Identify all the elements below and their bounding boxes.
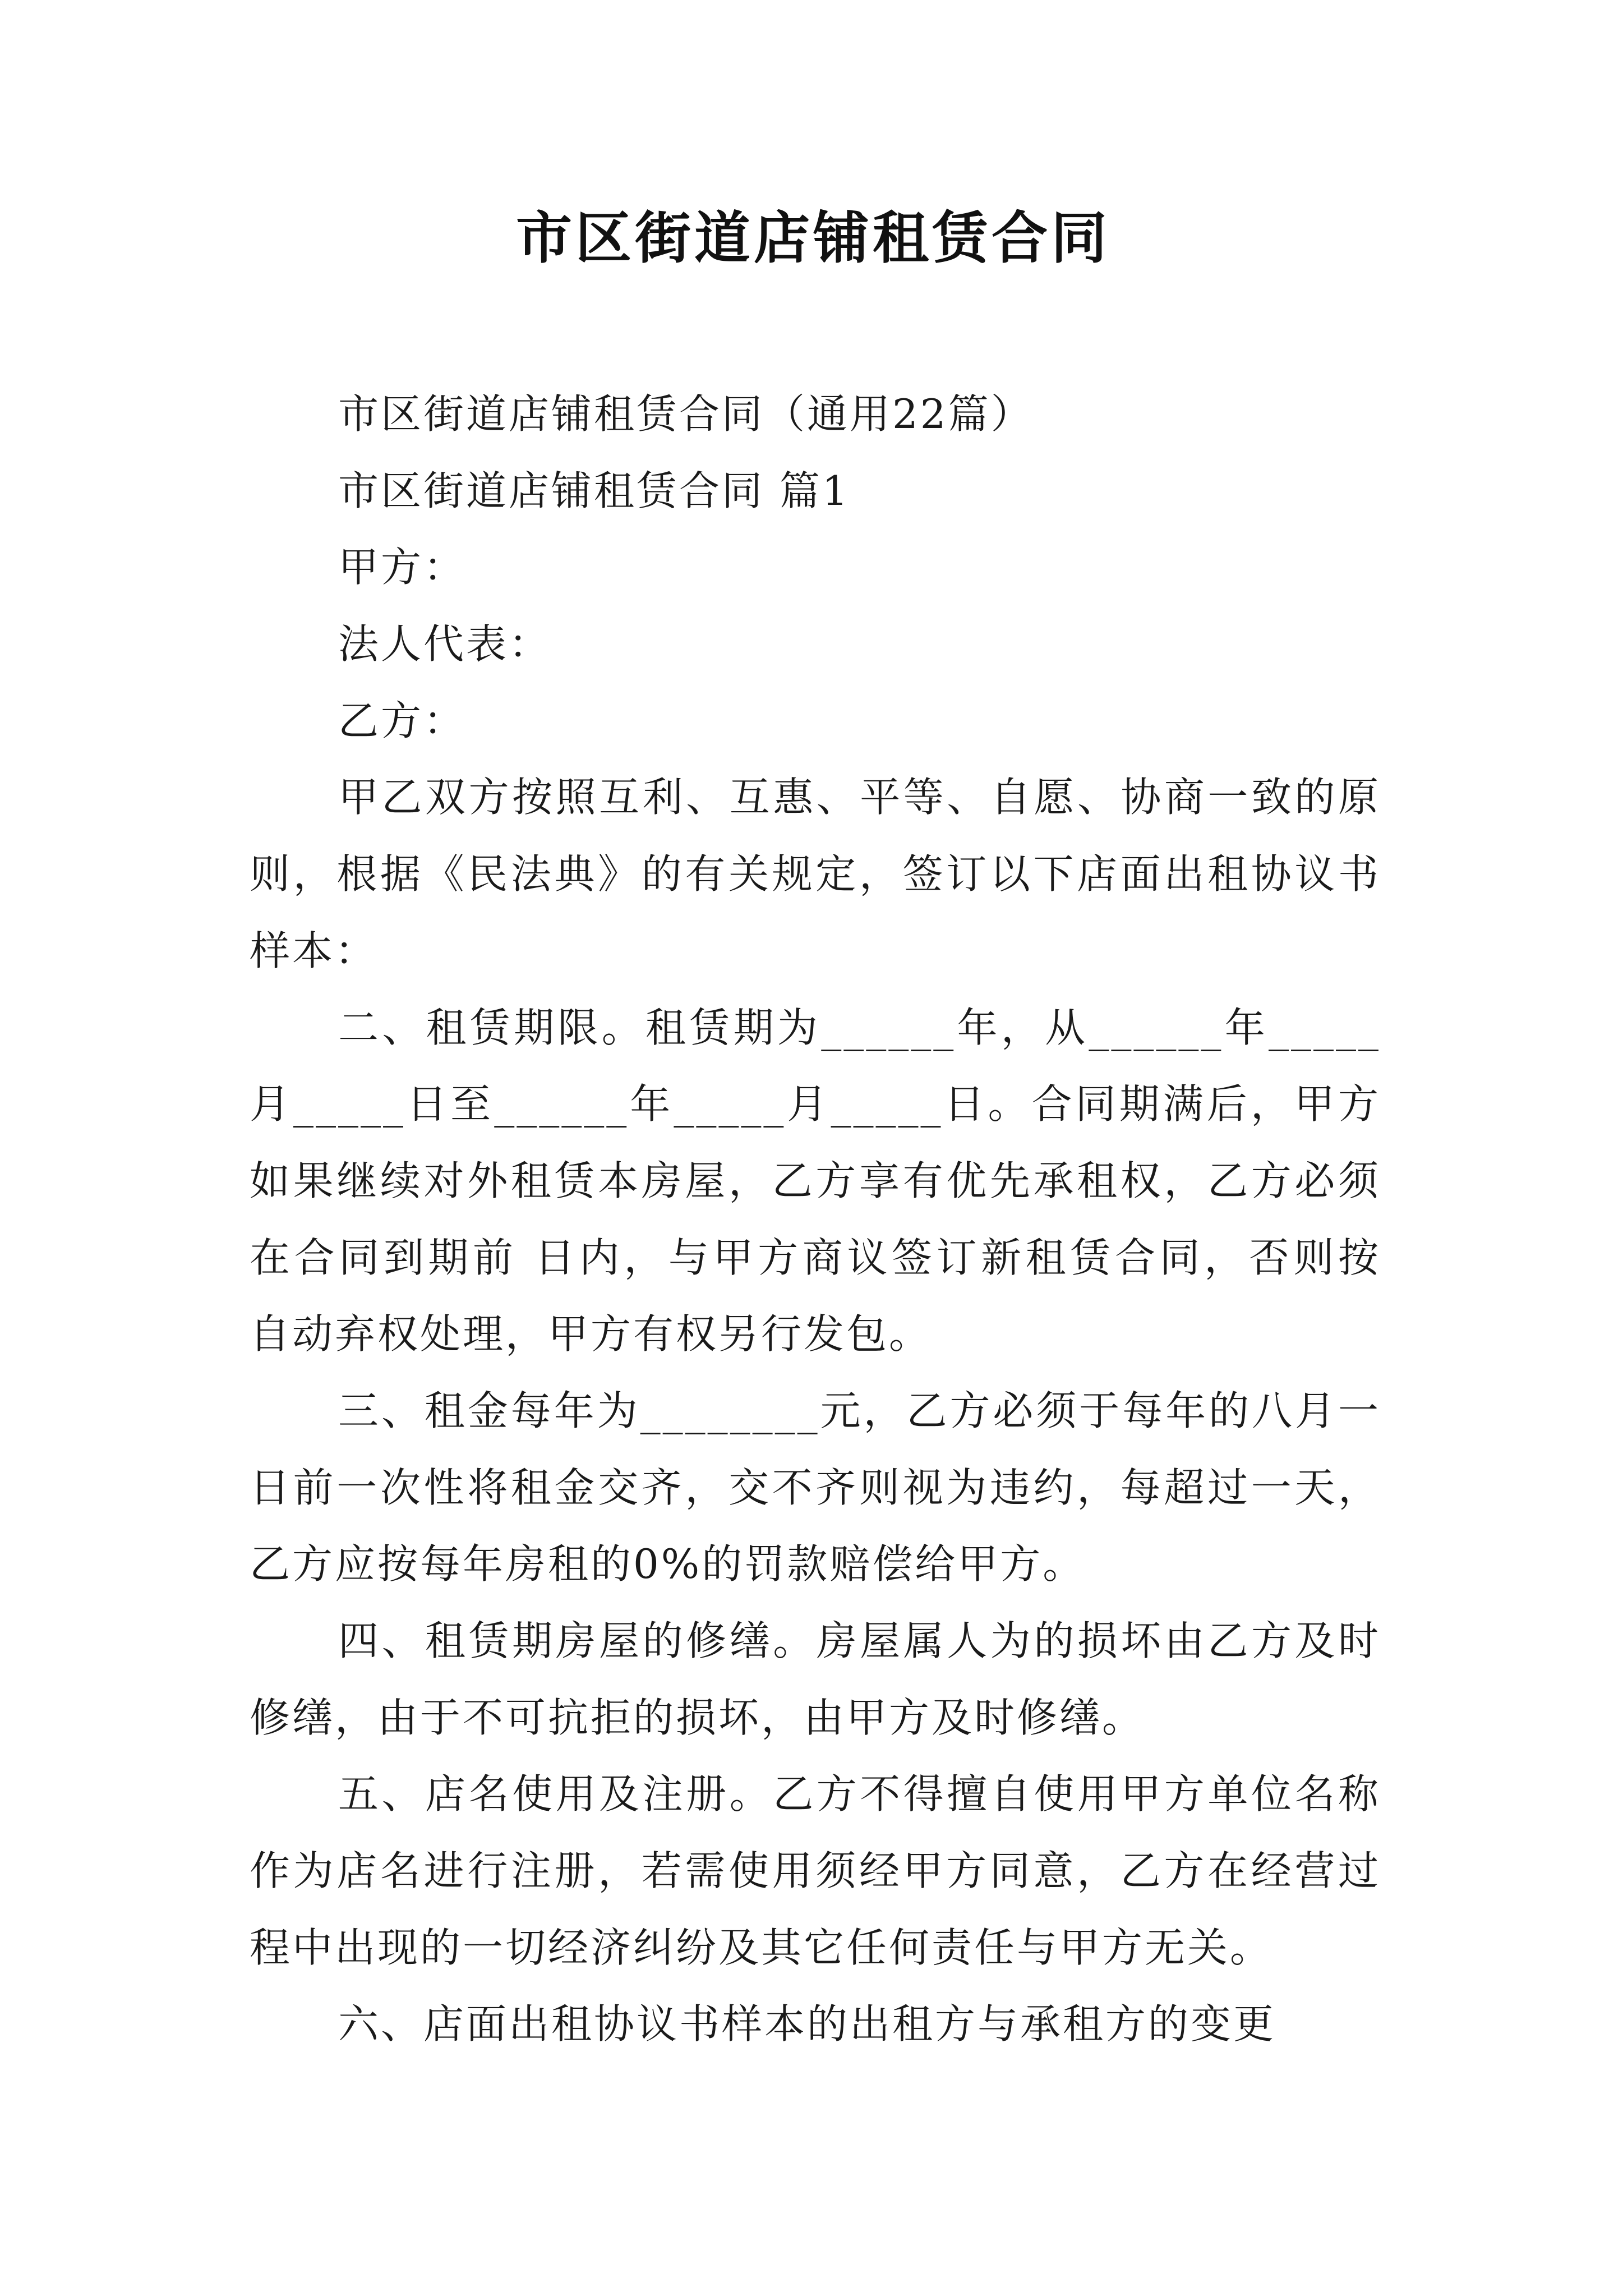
clause-line: 日前一次性将租金交齐，交不齐则视为违约，每超过一天，: [250, 1464, 1381, 1511]
article-heading-line: 市区街道店铺租赁合同 篇1: [338, 467, 850, 514]
preamble-line: 样本：: [250, 927, 378, 974]
legal-representative-line: 法人代表：: [338, 620, 552, 668]
clause-line: 五、店名使用及注册。乙方不得擅自使用甲方单位名称: [338, 1770, 1381, 1818]
party-a-label: [250, 529, 1381, 606]
clause-lease-term: [250, 990, 1381, 1373]
article-heading: [250, 453, 1381, 530]
preamble-line: 甲乙双方按照互利、互惠、平等、自愿、协商一致的原: [338, 774, 1381, 821]
clause-line: 如果继续对外租赁本房屋，乙方享有优先承租权，乙方必须: [250, 1157, 1381, 1204]
clause-line: 六、店面出租协议书样本的出租方与承租方的变更: [338, 2000, 1276, 2048]
clause-line: 三、租金每年为________元，乙方必须于每年的八月一: [338, 1387, 1381, 1434]
clause-rent: [250, 1373, 1381, 1603]
clause-change-of-parties: [250, 1986, 1381, 2063]
clause-line: 乙方应按每年房租的0%的罚款赔偿给甲方。: [250, 1540, 1086, 1588]
party-b-line: 乙方：: [338, 697, 467, 744]
document-body: [250, 376, 1381, 2063]
collection-title: [250, 376, 1381, 453]
legal-representative-label: [250, 606, 1381, 683]
clause-shop-name: [250, 1756, 1381, 1986]
clause-line: 程中出现的一切经济纠纷及其它任何责任与甲方无关。: [250, 1924, 1273, 1971]
collection-title-line: 市区街道店铺租赁合同（通用22篇）: [338, 390, 1034, 438]
clause-line: 四、租赁期房屋的修缮。房屋属人为的损坏由乙方及时: [338, 1617, 1381, 1664]
clause-line: 月_____日至______年_____月_____日。合同期满后，甲方: [250, 1080, 1381, 1128]
preamble-paragraph: [250, 759, 1381, 989]
clause-repairs: [250, 1603, 1381, 1756]
party-b-label: [250, 683, 1381, 760]
document-title: 市区街道店铺租赁合同: [516, 205, 1110, 271]
preamble-line: 则，根据《民法典》的有关规定，签订以下店面出租协议书: [250, 850, 1381, 898]
clause-line: 在合同到期前 日内，与甲方商议签订新租赁合同，否则按: [250, 1234, 1381, 1281]
clause-line: 修缮，由于不可抗拒的损坏，由甲方及时修缮。: [250, 1694, 1145, 1741]
clause-line: 二、租赁期限。租赁期为______年，从______年_____: [338, 1004, 1381, 1051]
party-a-line: 甲方：: [338, 544, 467, 591]
clause-line: 自动弃权处理，甲方有权另行发包。: [250, 1310, 932, 1358]
clause-line: 作为店名进行注册，若需使用须经甲方同意，乙方在经营过: [250, 1847, 1381, 1895]
